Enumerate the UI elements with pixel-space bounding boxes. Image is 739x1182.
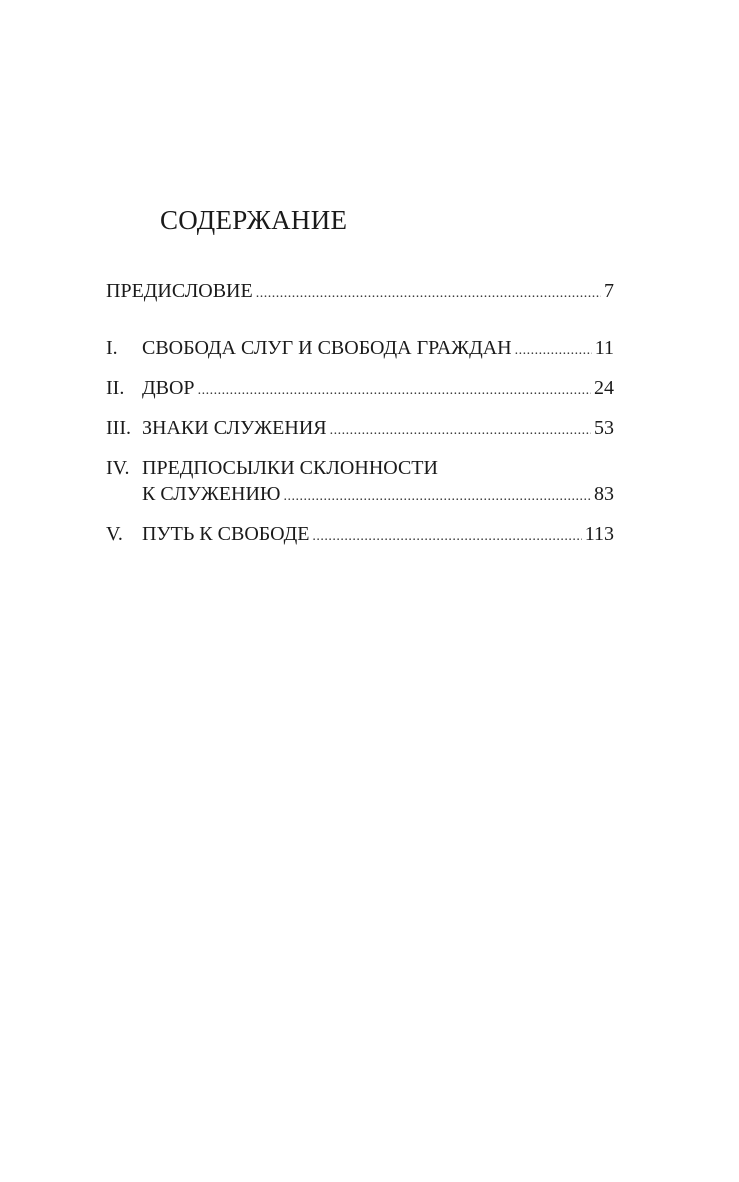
- toc-entry-chapter-5[interactable]: [106, 521, 614, 550]
- toc-entry-page-number: 7: [604, 280, 614, 302]
- dot-leader: [515, 338, 592, 364]
- page-title: СОДЕРЖАНИЕ: [160, 205, 348, 235]
- table-of-contents: [106, 278, 614, 561]
- toc-entry-page-number: 113: [584, 523, 614, 545]
- dot-leader: [198, 378, 591, 404]
- toc-entry-page-number: 83: [594, 483, 614, 505]
- toc-entry-label: СВОБОДА СЛУГ И СВОБОДА ГРАЖДАН: [142, 337, 512, 359]
- toc-entry-page-number: 11: [594, 337, 614, 359]
- toc-entry-page-number: 24: [594, 377, 614, 399]
- toc-entry-chapter-3[interactable]: [106, 415, 614, 444]
- toc-entry-chapter-1[interactable]: [106, 335, 614, 364]
- toc-entry-label: ЗНАКИ СЛУЖЕНИЯ: [142, 417, 327, 439]
- toc-entry-chapter-4[interactable]: [106, 455, 614, 510]
- toc-entry-page-number: 53: [594, 417, 614, 439]
- dot-leader: [330, 418, 591, 444]
- chapter-number: III.: [106, 417, 131, 439]
- toc-entry-chapter-2[interactable]: [106, 375, 614, 404]
- chapter-number: V.: [106, 523, 123, 545]
- toc-entry-preface[interactable]: [106, 278, 614, 307]
- toc-entry-label-line-1: ПРЕДПОСЫЛКИ СКЛОННОСТИ: [142, 457, 438, 479]
- chapter-number: IV.: [106, 457, 130, 479]
- dot-leader: [284, 484, 592, 510]
- toc-entry-label: ДВОР: [142, 377, 195, 399]
- toc-entry-label: ПРЕДИСЛОВИЕ: [106, 280, 253, 302]
- toc-entry-label-line-2: К СЛУЖЕНИЮ: [142, 483, 281, 505]
- dot-leader: [312, 524, 581, 550]
- dot-leader: [256, 281, 601, 307]
- chapter-number: I.: [106, 337, 118, 359]
- toc-entry-label: ПУТЬ К СВОБОДЕ: [142, 523, 310, 545]
- chapter-number: II.: [106, 377, 125, 399]
